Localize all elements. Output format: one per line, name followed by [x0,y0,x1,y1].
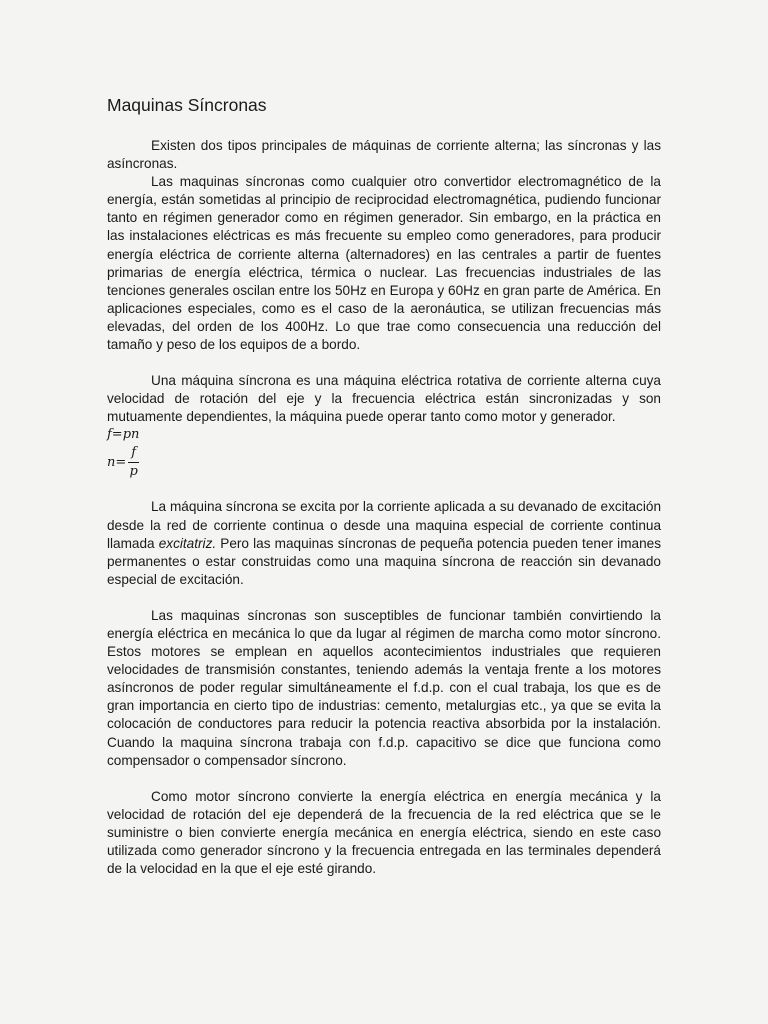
formula-fraction [128,445,139,480]
paragraph-motor: Las maquinas síncronas son susceptibles de funcionar también convirtiendo la energía eléctrica en mecánica lo que da lugar al régimen de marcha como motor síncrono. Estos motores se emplean en aquellos acontecimientos industriales que requieren velocidades de transmisión constantes, teniendo además la ventaja frente a los motores asíncronos de poder regular simultáneamente el f.d.p. con el cual trabaja, los que es de gran importancia en cierto tipo de industrias: cemento, metalurgias etc., ya que se evita la colocación de conductores para reducir la potencia reactiva absorbida por la instalación. Cuando la maquina síncrona trabaja con f.d.p. capacitivo se dice que funciona como compensador o compensador síncrono. [107,607,661,768]
formula-speed-lhs: n= [107,454,127,470]
fraction-denominator: p [129,464,138,480]
document-body [107,95,661,878]
formula-frequency: f=pn [107,427,140,443]
paragraph-excitation [107,498,661,588]
paragraph-excitation-text-a: La máquina síncrona se excita por la corriente aplicada a su devanado de excitación desde la red de corriente continua o desde una maquina especial de corriente continua llamada [107,499,661,551]
excitatriz-term: excitatriz. [158,535,217,551]
paragraph-definition: Una máquina síncrona es una máquina eléctrica rotativa de corriente alterna cuya velocidad de rotación del eje y la frecuencia eléctrica están sincronizadas y son mutuamente dependientes, la máquina puede operar tanto como motor y generador. [107,373,661,425]
page-title: Maquinas Síncronas [107,95,267,115]
fraction-numerator: f [128,445,139,463]
paragraph-generator: Como motor síncrono convierte la energía eléctrica en energía mecánica y la velocidad de rotación del eje dependerá de la frecuencia de la red eléctrica que se le suministre o bien convierte energía mecánica en energía eléctrica, siendo en este caso utilizada como generador síncrono y la frecuencia entregada en las terminales dependerá de la velocidad en la que el eje esté girando. [107,788,661,877]
formula-speed [107,445,661,480]
paragraph-excitation-text-b: Pero las maquinas síncronas de pequeña potencia pueden tener imanes permanentes o estar construidas como una maquina síncrona de reacción sin devanado especial de excitación. [107,535,661,587]
paragraph-reciprocity: Las maquinas síncronas como cualquier otro convertidor electromagnético de la energía, están sometidas al principio de reciprocidad electromagnética, pudiendo funcionar tanto en régimen generador como en régimen generador. Sin embargo, en la práctica en las instalaciones eléctricas es más frecuente su empleo como generadores, para producir energía eléctrica de corriente alterna (alternadores) en las centrales a partir de fuentes primarias de energía eléctrica, térmica o nuclear. Las frecuencias industriales de las tenciones generales oscilan entre los 50Hz en Europa y 60Hz en gran parte de América. En aplicaciones especiales, como es el caso de la aeronáutica, se utilizan frecuencias más elevadas, del orden de los 400Hz. Lo que trae como consecuencia una reducción del tamaño y peso de los equipos de a bordo. [107,174,661,353]
paragraph-intro: Existen dos tipos principales de máquinas de corriente alterna; las síncronas y las asíncronas. [107,138,661,172]
